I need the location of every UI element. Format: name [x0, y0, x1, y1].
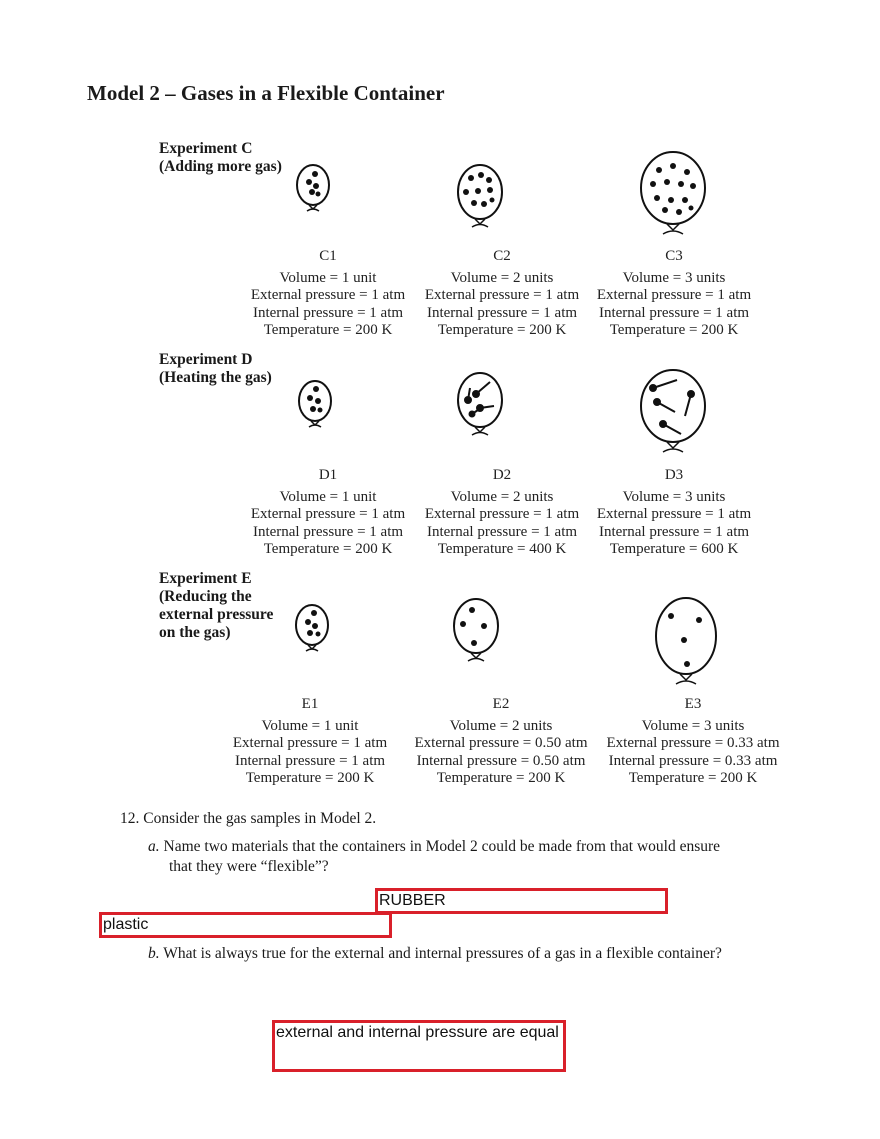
sample-c2-volume: Volume = 2 units	[450, 269, 554, 286]
balloon-d2-icon	[454, 368, 506, 440]
balloon-e3-icon	[651, 596, 721, 692]
experiment-d-label	[159, 351, 272, 387]
experiment-e-subtitle-3: on the gas)	[159, 624, 231, 641]
experiment-d-title: Experiment D	[159, 351, 253, 368]
sample-c3-internal: Internal pressure = 1 atm	[598, 304, 750, 321]
sample-d1-id: D1	[318, 467, 338, 483]
question-12a-line2: that they were “flexible”?	[169, 858, 329, 875]
sample-e1-external: External pressure = 1 atm	[232, 735, 388, 752]
question-12b-text: What is always true for the external and internal pressures of a gas in a flexible container?	[163, 945, 722, 962]
sample-d1-volume: Volume = 1 unit	[279, 488, 377, 505]
sample-e3-external: External pressure = 0.33 atm	[606, 735, 780, 752]
sample-e2-info	[406, 696, 596, 788]
balloon-d3-icon	[637, 368, 709, 464]
sample-e3-temperature: Temperature = 200 K	[628, 770, 758, 787]
sample-e3-info	[597, 696, 789, 788]
sample-e3-id: E3	[684, 696, 702, 712]
sample-c3-external: External pressure = 1 atm	[596, 287, 752, 304]
sample-c3-temperature: Temperature = 200 K	[609, 322, 739, 339]
sample-c3-volume: Volume = 3 units	[622, 269, 726, 286]
question-12-stem: 12. Consider the gas samples in Model 2.	[120, 810, 377, 827]
sample-c2-info	[417, 248, 587, 340]
sample-d2-temperature: Temperature = 400 K	[437, 541, 567, 558]
sample-c2-id: C2	[493, 248, 511, 264]
sample-d2-external: External pressure = 1 atm	[424, 506, 580, 523]
sample-c3-id: C3	[665, 248, 683, 264]
experiment-e-subtitle-1: (Reducing the	[159, 588, 252, 605]
sample-e2-id: E2	[492, 696, 510, 712]
sample-c1-info	[243, 248, 413, 340]
sample-d1-external: External pressure = 1 atm	[250, 506, 406, 523]
question-12b	[148, 945, 722, 963]
sample-c1-internal: Internal pressure = 1 atm	[252, 304, 404, 321]
sample-e2-external: External pressure = 0.50 atm	[414, 735, 588, 752]
sample-d1-info	[243, 467, 413, 559]
sample-d3-info	[589, 467, 759, 559]
sample-c2-temperature: Temperature = 200 K	[437, 322, 567, 339]
balloon-c2-icon	[454, 160, 506, 232]
sample-d3-external: External pressure = 1 atm	[596, 506, 752, 523]
sample-d3-temperature: Temperature = 600 K	[609, 541, 739, 558]
sample-e1-volume: Volume = 1 unit	[261, 717, 359, 734]
sample-e2-internal: Internal pressure = 0.50 atm	[416, 752, 586, 769]
sample-e1-internal: Internal pressure = 1 atm	[234, 752, 386, 769]
sample-c3-info	[589, 248, 759, 340]
sample-e1-info	[225, 696, 395, 788]
question-12b-letter: b.	[148, 945, 160, 962]
balloon-e1-icon	[292, 600, 332, 656]
experiment-c-title: Experiment C	[159, 140, 253, 157]
page-title: Model 2 – Gases in a Flexible Container	[87, 81, 445, 105]
sample-c2-internal: Internal pressure = 1 atm	[426, 304, 578, 321]
sample-c1-volume: Volume = 1 unit	[279, 269, 377, 286]
sample-d2-internal: Internal pressure = 1 atm	[426, 523, 578, 540]
question-12a-text: Name two materials that the containers in Model 2 could be made from that would ensure	[163, 838, 721, 855]
sample-c2-external: External pressure = 1 atm	[424, 287, 580, 304]
question-12a-letter: a.	[148, 838, 160, 855]
sample-e3-volume: Volume = 3 units	[641, 717, 745, 734]
experiment-c-label	[159, 140, 282, 176]
answer-12b-field[interactable]: external and internal pressure are equal	[272, 1020, 566, 1072]
experiment-d-subtitle: (Heating the gas)	[159, 369, 272, 386]
sample-d3-volume: Volume = 3 units	[622, 488, 726, 505]
sample-c1-external: External pressure = 1 atm	[250, 287, 406, 304]
sample-e2-volume: Volume = 2 units	[449, 717, 553, 734]
sample-e3-internal: Internal pressure = 0.33 atm	[608, 752, 778, 769]
sample-d2-id: D2	[492, 467, 512, 483]
sample-e1-temperature: Temperature = 200 K	[245, 770, 375, 787]
sample-d1-internal: Internal pressure = 1 atm	[252, 523, 404, 540]
sample-c1-temperature: Temperature = 200 K	[263, 322, 393, 339]
sample-d3-internal: Internal pressure = 1 atm	[598, 523, 750, 540]
experiment-e-title: Experiment E	[159, 570, 252, 587]
sample-d1-temperature: Temperature = 200 K	[263, 541, 393, 558]
experiment-e-subtitle-2: external pressure	[159, 606, 274, 623]
sample-d2-volume: Volume = 2 units	[450, 488, 554, 505]
sample-e2-temperature: Temperature = 200 K	[436, 770, 566, 787]
balloon-c1-icon	[293, 160, 333, 216]
sample-c1-id: C1	[319, 248, 337, 264]
balloon-c3-icon	[637, 150, 709, 246]
experiment-c-subtitle: (Adding more gas)	[159, 158, 282, 175]
answer-12a-field-1[interactable]: RUBBER	[375, 888, 668, 914]
balloon-d1-icon	[295, 376, 335, 432]
sample-e1-id: E1	[301, 696, 319, 712]
sample-d3-id: D3	[664, 467, 684, 483]
question-12a-line1	[148, 838, 720, 856]
answer-12a-field-2[interactable]: plastic	[99, 912, 392, 938]
sample-d2-info	[417, 467, 587, 559]
balloon-e2-icon	[450, 594, 502, 666]
experiment-e-label	[159, 570, 273, 642]
